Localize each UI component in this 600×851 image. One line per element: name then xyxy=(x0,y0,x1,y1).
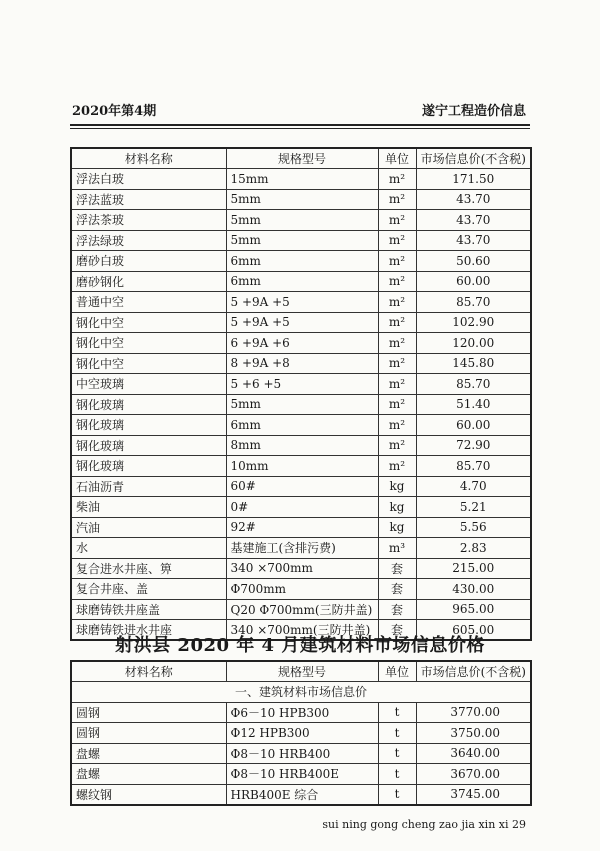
market-price-cell: 120.00 xyxy=(416,333,531,354)
col-header-name: 材料名称 xyxy=(71,148,226,169)
market-price-cell: 430.00 xyxy=(416,579,531,600)
category-label: 一、建筑材料市场信息价 xyxy=(71,682,531,703)
unit-cell: m² xyxy=(378,230,416,251)
table-row xyxy=(71,292,531,313)
market-price-cell: 965.00 xyxy=(416,599,531,620)
table-row xyxy=(71,743,531,764)
material-name-cell: 浮法白玻 xyxy=(71,169,226,190)
material-name-cell: 钢化玻璃 xyxy=(71,435,226,456)
table-row xyxy=(71,189,531,210)
spec-model-cell: 10mm xyxy=(226,456,378,477)
spec-model-cell: 340 ×700mm xyxy=(226,558,378,579)
spec-model-cell: Φ12 HPB300 xyxy=(226,723,378,744)
market-price-cell: 3640.00 xyxy=(416,743,531,764)
unit-cell: m² xyxy=(378,210,416,231)
table-row xyxy=(71,538,531,559)
table-row xyxy=(71,169,531,190)
spec-model-cell: 15mm xyxy=(226,169,378,190)
spec-model-cell: 5 +9A +5 xyxy=(226,312,378,333)
material-name-cell: 钢化玻璃 xyxy=(71,394,226,415)
material-name-cell: 浮法蓝玻 xyxy=(71,189,226,210)
material-name-cell: 复合井座、盖 xyxy=(71,579,226,600)
table-row xyxy=(71,599,531,620)
spec-model-cell: 5mm xyxy=(226,189,378,210)
unit-cell: 套 xyxy=(378,599,416,620)
market-price-cell: 605.00 xyxy=(416,620,531,641)
page-footer: sui ning gong cheng zao jia xin xi 29 xyxy=(322,818,526,831)
unit-cell: m² xyxy=(378,394,416,415)
spec-model-cell: Φ8－10 HRB400E xyxy=(226,764,378,785)
unit-cell: t xyxy=(378,764,416,785)
unit-cell: 套 xyxy=(378,579,416,600)
material-name-cell: 螺纹钢 xyxy=(71,784,226,805)
unit-cell: t xyxy=(378,743,416,764)
spec-model-cell: 6mm xyxy=(226,271,378,292)
spec-model-cell: 92# xyxy=(226,517,378,538)
material-name-cell: 球磨铸铁进水井座 xyxy=(71,620,226,641)
material-name-cell: 盘螺 xyxy=(71,764,226,785)
market-price-cell: 43.70 xyxy=(416,210,531,231)
market-price-cell: 43.70 xyxy=(416,189,531,210)
material-name-cell: 复合进水井座、箅 xyxy=(71,558,226,579)
material-name-cell: 石油沥青 xyxy=(71,476,226,497)
unit-cell: m² xyxy=(378,456,416,477)
table-row xyxy=(71,353,531,374)
spec-model-cell: 5 +6 +5 xyxy=(226,374,378,395)
unit-cell: m³ xyxy=(378,538,416,559)
spec-model-cell: 6mm xyxy=(226,415,378,436)
unit-cell: m² xyxy=(378,292,416,313)
unit-cell: m² xyxy=(378,435,416,456)
table-header-row xyxy=(71,148,531,169)
col-header-name: 材料名称 xyxy=(71,661,226,682)
unit-cell: m² xyxy=(378,374,416,395)
market-price-cell: 5.56 xyxy=(416,517,531,538)
unit-cell: kg xyxy=(378,497,416,518)
market-price-cell: 215.00 xyxy=(416,558,531,579)
market-price-cell: 60.00 xyxy=(416,415,531,436)
price-table-2 xyxy=(70,660,532,806)
table-row xyxy=(71,497,531,518)
unit-cell: m² xyxy=(378,312,416,333)
table-row xyxy=(71,784,531,805)
unit-cell: t xyxy=(378,723,416,744)
unit-cell: kg xyxy=(378,476,416,497)
spec-model-cell: 6mm xyxy=(226,251,378,272)
spec-model-cell: 8mm xyxy=(226,435,378,456)
col-header-spec: 规格型号 xyxy=(226,661,378,682)
spec-model-cell: HRB400E 综合 xyxy=(226,784,378,805)
spec-model-cell: Φ6－10 HPB300 xyxy=(226,702,378,723)
spec-model-cell: 340 ×700mm(三防井盖) xyxy=(226,620,378,641)
header-rule xyxy=(70,124,530,126)
price-table-1 xyxy=(70,147,532,641)
market-price-cell: 5.21 xyxy=(416,497,531,518)
unit-cell: m² xyxy=(378,415,416,436)
spec-model-cell: 5mm xyxy=(226,230,378,251)
market-price-cell: 43.70 xyxy=(416,230,531,251)
table-row xyxy=(71,702,531,723)
unit-cell: kg xyxy=(378,517,416,538)
table-row xyxy=(71,764,531,785)
spec-model-cell: 5mm xyxy=(226,210,378,231)
table-row xyxy=(71,374,531,395)
col-header-unit: 单位 xyxy=(378,661,416,682)
material-name-cell: 浮法茶玻 xyxy=(71,210,226,231)
market-price-cell: 2.83 xyxy=(416,538,531,559)
spec-model-cell: 8 +9A +8 xyxy=(226,353,378,374)
material-name-cell: 钢化玻璃 xyxy=(71,415,226,436)
spec-model-cell: 5mm xyxy=(226,394,378,415)
table-row xyxy=(71,251,531,272)
table-row xyxy=(71,271,531,292)
market-price-cell: 102.90 xyxy=(416,312,531,333)
unit-cell: m² xyxy=(378,251,416,272)
market-price-cell: 85.70 xyxy=(416,292,531,313)
spec-model-cell: 基建施工(含排污费) xyxy=(226,538,378,559)
material-name-cell: 普通中空 xyxy=(71,292,226,313)
unit-cell: 套 xyxy=(378,558,416,579)
table-row xyxy=(71,579,531,600)
unit-cell: 套 xyxy=(378,620,416,641)
section-title: 射洪县 2020 年 4 月建筑材料市场信息价格 xyxy=(115,635,485,656)
material-name-cell: 圆钢 xyxy=(71,702,226,723)
material-name-cell: 圆钢 xyxy=(71,723,226,744)
market-price-cell: 85.70 xyxy=(416,374,531,395)
category-row xyxy=(71,682,531,703)
table-row xyxy=(71,210,531,231)
market-price-cell: 145.80 xyxy=(416,353,531,374)
spec-model-cell: Q20 Φ700mm(三防井盖) xyxy=(226,599,378,620)
spec-model-cell: Φ700mm xyxy=(226,579,378,600)
market-price-cell: 3670.00 xyxy=(416,764,531,785)
unit-cell: m² xyxy=(378,189,416,210)
table-row xyxy=(71,558,531,579)
table-row xyxy=(71,723,531,744)
col-header-spec: 规格型号 xyxy=(226,148,378,169)
material-name-cell: 磨砂钢化 xyxy=(71,271,226,292)
market-price-cell: 3745.00 xyxy=(416,784,531,805)
market-price-cell: 60.00 xyxy=(416,271,531,292)
unit-cell: m² xyxy=(378,333,416,354)
material-name-cell: 球磨铸铁井座盖 xyxy=(71,599,226,620)
unit-cell: t xyxy=(378,702,416,723)
table-row xyxy=(71,435,531,456)
market-price-cell: 4.70 xyxy=(416,476,531,497)
publication-title: 遂宁工程造价信息 xyxy=(421,104,526,119)
market-price-cell: 51.40 xyxy=(416,394,531,415)
col-header-price: 市场信息价(不含税) xyxy=(416,661,531,682)
table-row xyxy=(71,394,531,415)
table-row xyxy=(71,230,531,251)
spec-model-cell: 0# xyxy=(226,497,378,518)
issue-label: 2020年第4期 xyxy=(72,104,157,119)
unit-cell: m² xyxy=(378,271,416,292)
unit-cell: m² xyxy=(378,169,416,190)
market-price-cell: 3750.00 xyxy=(416,723,531,744)
material-name-cell: 钢化中空 xyxy=(71,312,226,333)
material-name-cell: 水 xyxy=(71,538,226,559)
material-name-cell: 汽油 xyxy=(71,517,226,538)
unit-cell: t xyxy=(378,784,416,805)
market-price-cell: 85.70 xyxy=(416,456,531,477)
material-name-cell: 钢化中空 xyxy=(71,333,226,354)
spec-model-cell: 6 +9A +6 xyxy=(226,333,378,354)
table-row xyxy=(71,456,531,477)
material-name-cell: 磨砂白玻 xyxy=(71,251,226,272)
material-name-cell: 中空玻璃 xyxy=(71,374,226,395)
market-price-cell: 171.50 xyxy=(416,169,531,190)
table-header-row xyxy=(71,661,531,682)
table-row xyxy=(71,476,531,497)
material-name-cell: 盘螺 xyxy=(71,743,226,764)
material-name-cell: 钢化中空 xyxy=(71,353,226,374)
material-name-cell: 浮法绿玻 xyxy=(71,230,226,251)
table-row xyxy=(71,517,531,538)
col-header-unit: 单位 xyxy=(378,148,416,169)
table-row xyxy=(71,415,531,436)
header-rule-thin xyxy=(70,128,530,129)
table-row xyxy=(71,333,531,354)
spec-model-cell: 60# xyxy=(226,476,378,497)
table-row xyxy=(71,312,531,333)
col-header-price: 市场信息价(不含税) xyxy=(416,148,531,169)
market-price-cell: 50.60 xyxy=(416,251,531,272)
market-price-cell: 72.90 xyxy=(416,435,531,456)
material-name-cell: 钢化玻璃 xyxy=(71,456,226,477)
spec-model-cell: 5 +9A +5 xyxy=(226,292,378,313)
spec-model-cell: Φ8－10 HRB400 xyxy=(226,743,378,764)
material-name-cell: 柴油 xyxy=(71,497,226,518)
market-price-cell: 3770.00 xyxy=(416,702,531,723)
unit-cell: m² xyxy=(378,353,416,374)
